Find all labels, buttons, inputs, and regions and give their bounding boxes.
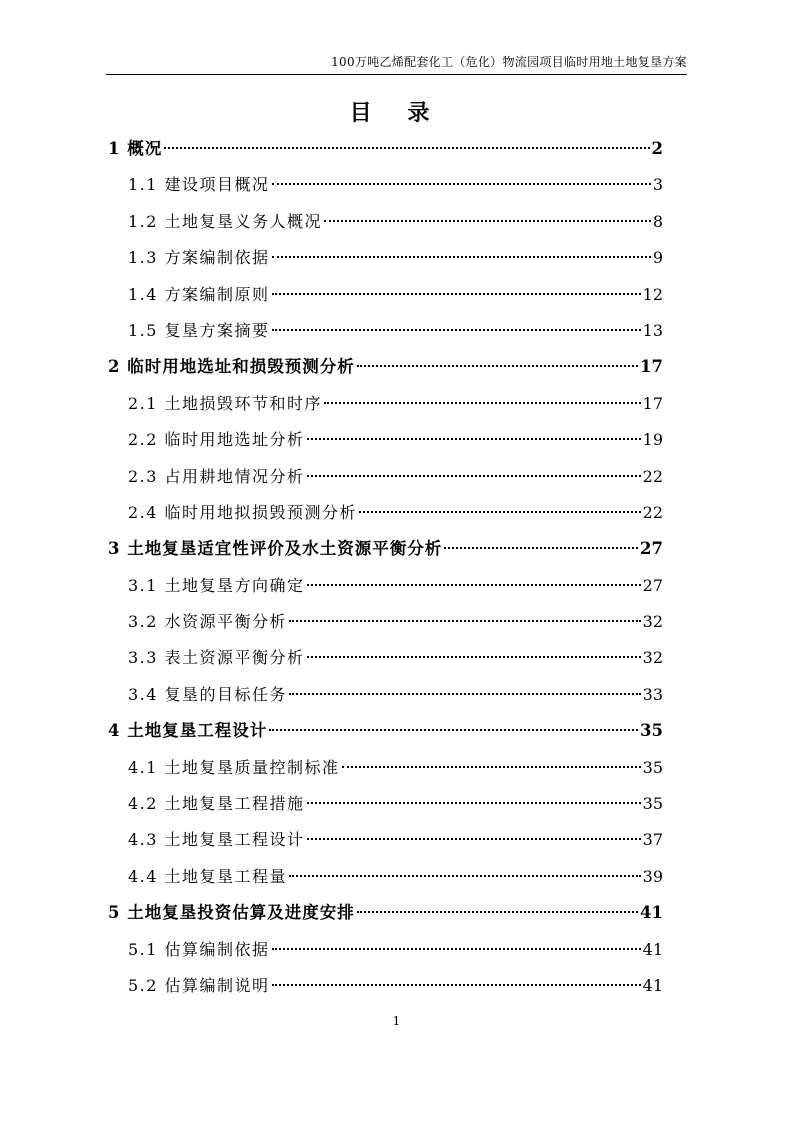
toc-entry-label: 5.1 估算编制依据 <box>128 939 270 959</box>
dot-leader <box>324 220 651 222</box>
dot-leader <box>359 511 641 513</box>
toc-section-entry[interactable] <box>106 859 663 895</box>
toc-entry-page: 35 <box>640 721 663 741</box>
toc-section-entry[interactable] <box>106 422 663 458</box>
toc-entry-page: 12 <box>642 284 663 304</box>
dot-leader <box>324 402 641 404</box>
toc-section-entry[interactable] <box>106 459 663 495</box>
toc-section-entry[interactable] <box>106 277 663 313</box>
toc-entry-label: 2 临时用地选址和损毁预测分析 <box>108 357 355 377</box>
toc-entry-page: 41 <box>642 975 663 995</box>
toc-entry-label: 1 概况 <box>108 139 163 158</box>
dot-leader <box>307 475 641 477</box>
toc-entry-label: 4.1 土地复垦质量控制标准 <box>128 757 340 777</box>
toc-section-entry[interactable] <box>106 604 663 640</box>
toc-section-entry[interactable] <box>106 968 663 1004</box>
toc-entry-label: 4 土地复垦工程设计 <box>108 721 268 741</box>
dot-leader <box>342 766 641 768</box>
toc-entry-label: 4.3 土地复垦工程设计 <box>128 830 305 850</box>
dot-leader <box>272 183 651 185</box>
header-rule <box>106 74 687 75</box>
dot-leader <box>289 875 641 877</box>
toc-entry-label: 1.2 土地复垦义务人概况 <box>128 211 323 231</box>
table-of-contents <box>106 131 663 1004</box>
dot-leader <box>272 256 651 258</box>
dot-leader <box>357 911 638 913</box>
toc-entry-page: 39 <box>642 866 663 886</box>
toc-entry-label: 3 土地复垦适宜性评价及水土资源平衡分析 <box>108 539 443 559</box>
toc-section-entry[interactable] <box>106 786 663 822</box>
toc-entry-page: 17 <box>640 357 663 377</box>
toc-entry-label: 1.1 建设项目概况 <box>128 175 270 195</box>
dot-leader <box>164 147 649 149</box>
toc-chapter-entry[interactable] <box>106 713 663 749</box>
toc-entry-label: 2.3 占用耕地情况分析 <box>128 466 305 486</box>
toc-entry-label: 1.3 方案编制依据 <box>128 248 270 268</box>
toc-entry-label: 4.4 土地复垦工程量 <box>128 866 288 886</box>
dot-leader <box>289 620 641 622</box>
toc-chapter-entry[interactable] <box>106 531 663 567</box>
toc-entry-page: 2 <box>651 139 663 158</box>
dot-leader <box>289 693 641 695</box>
dot-leader <box>272 329 641 331</box>
toc-entry-page: 27 <box>640 539 663 559</box>
toc-entry-page: 17 <box>642 393 663 413</box>
dot-leader <box>307 802 641 804</box>
toc-title: 目 录 <box>349 100 444 126</box>
toc-section-entry[interactable] <box>106 167 663 203</box>
page-number: 1 <box>392 1014 401 1028</box>
toc-section-entry[interactable] <box>106 932 663 968</box>
toc-entry-page: 32 <box>642 648 663 668</box>
toc-section-entry[interactable] <box>106 677 663 713</box>
dot-leader <box>272 984 641 986</box>
dot-leader <box>307 584 641 586</box>
toc-section-entry[interactable] <box>106 568 663 604</box>
toc-entry-page: 8 <box>652 211 663 231</box>
toc-entry-page: 41 <box>640 903 663 923</box>
dot-leader <box>444 547 638 549</box>
toc-entry-page: 9 <box>652 248 663 268</box>
toc-entry-label: 2.2 临时用地选址分析 <box>128 430 305 450</box>
dot-leader <box>357 365 638 367</box>
toc-section-entry[interactable] <box>106 640 663 676</box>
dot-leader <box>307 438 641 440</box>
toc-entry-page: 33 <box>642 684 663 704</box>
toc-entry-label: 1.5 复垦方案摘要 <box>128 320 270 340</box>
toc-entry-label: 3.2 水资源平衡分析 <box>128 612 288 632</box>
toc-entry-page: 35 <box>642 794 663 814</box>
toc-entry-label: 2.4 临时用地拟损毁预测分析 <box>128 502 358 522</box>
dot-leader <box>272 293 641 295</box>
toc-entry-page: 37 <box>642 830 663 850</box>
dot-leader <box>307 656 641 658</box>
toc-chapter-entry[interactable] <box>106 131 663 167</box>
toc-section-entry[interactable] <box>106 822 663 858</box>
dot-leader <box>269 729 638 731</box>
toc-entry-page: 27 <box>642 575 663 595</box>
toc-entry-page: 13 <box>642 320 663 340</box>
toc-entry-label: 5.2 估算编制说明 <box>128 975 270 995</box>
toc-section-entry[interactable] <box>106 495 663 531</box>
toc-entry-label: 4.2 土地复垦工程措施 <box>128 794 305 814</box>
toc-entry-label: 3.4 复垦的目标任务 <box>128 684 288 704</box>
running-header: 100万吨乙烯配套化工（危化）物流园项目临时用地土地复垦方案 <box>331 55 687 69</box>
toc-section-entry[interactable] <box>106 386 663 422</box>
toc-entry-page: 3 <box>652 175 663 195</box>
dot-leader <box>272 948 641 950</box>
toc-entry-label: 5 土地复垦投资估算及进度安排 <box>108 903 355 923</box>
toc-entry-page: 19 <box>642 430 663 450</box>
toc-section-entry[interactable] <box>106 750 663 786</box>
toc-entry-label: 2.1 土地损毁环节和时序 <box>128 393 323 413</box>
toc-section-entry[interactable] <box>106 240 663 276</box>
toc-entry-page: 22 <box>642 502 663 522</box>
toc-chapter-entry[interactable] <box>106 349 663 385</box>
toc-entry-page: 41 <box>642 939 663 959</box>
toc-section-entry[interactable] <box>106 313 663 349</box>
toc-entry-label: 3.1 土地复垦方向确定 <box>128 575 305 595</box>
toc-entry-page: 22 <box>642 466 663 486</box>
toc-entry-label: 1.4 方案编制原则 <box>128 284 270 304</box>
toc-entry-label: 3.3 表土资源平衡分析 <box>128 648 305 668</box>
toc-entry-page: 32 <box>642 612 663 632</box>
toc-entry-page: 35 <box>642 757 663 777</box>
dot-leader <box>307 838 641 840</box>
toc-section-entry[interactable] <box>106 204 663 240</box>
toc-chapter-entry[interactable] <box>106 895 663 931</box>
